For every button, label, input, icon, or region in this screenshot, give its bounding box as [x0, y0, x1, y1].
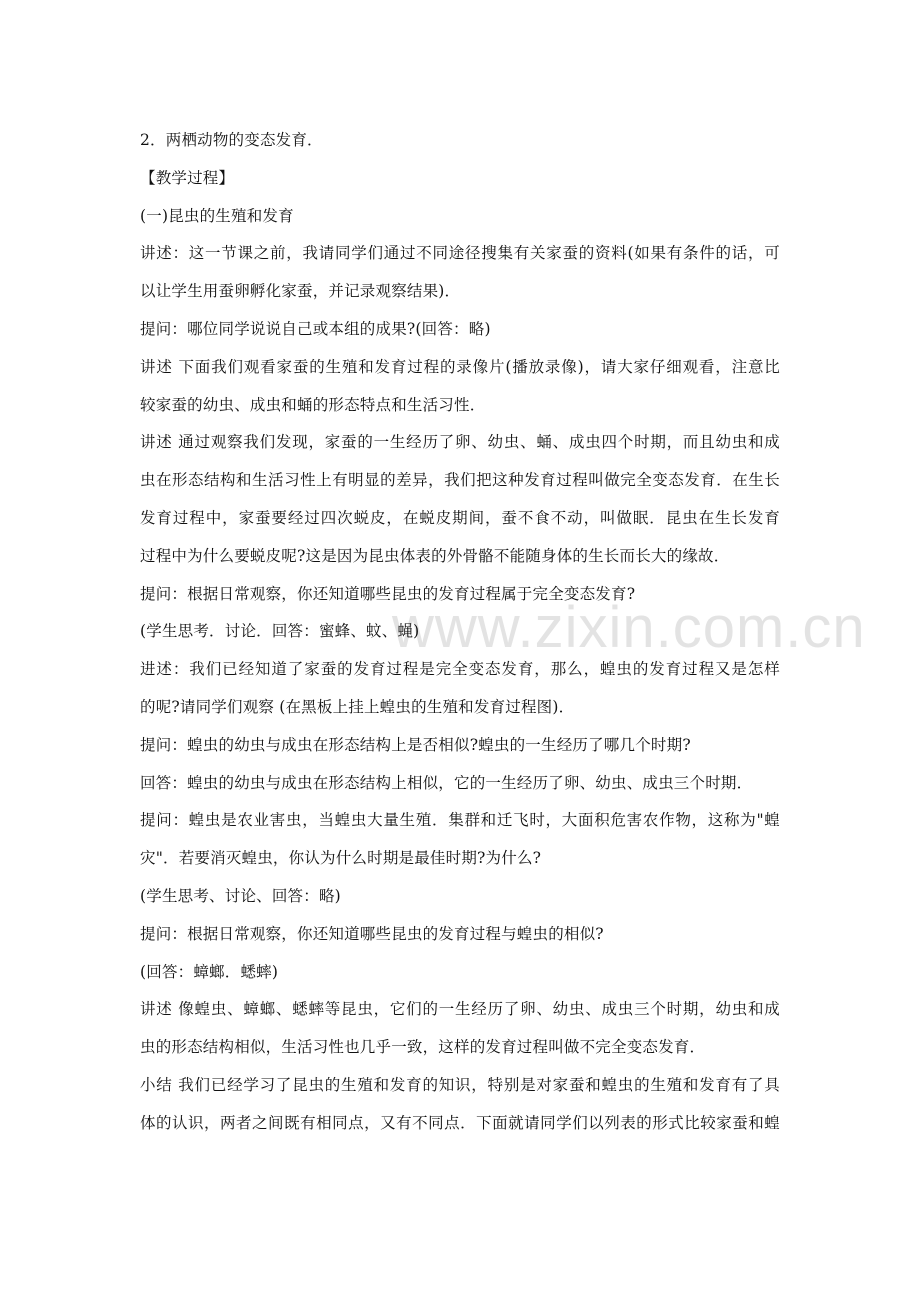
text-line: 过程中为什么要蜕皮呢?这是因为昆虫体表的外骨骼不能随身体的生长而长大的缘故． [140, 546, 730, 565]
text-line: 提问：根据日常观察，你还知道哪些昆虫的发育过程属于完全变态发育? [140, 584, 636, 603]
text-line: 【教学过程】 [140, 168, 235, 187]
text-line: 讲述 下面我们观看家蚕的生殖和发育过程的录像片(播放录像)，请大家仔细观看，注意比 [140, 357, 780, 376]
text-line: 回答：蝗虫的幼虫与成虫在形态结构上相似，它的一生经历了卵、幼虫、成虫三个时期． [140, 773, 753, 792]
text-line: 讲述：这一节课之前，我请同学们通过不同途径搜集有关家蚕的资料(如果有条件的话，可 [140, 244, 780, 263]
text-line: (一)昆虫的生殖和发育 [140, 206, 294, 225]
text-line: 讲述 通过观察我们发现，家蚕的一生经历了卵、幼虫、蛹、成虫四个时期，而且幼虫和成 [140, 433, 780, 452]
text-line: 提问：蝗虫的幼虫与成虫在形态结构上是否相似?蝗虫的一生经历了哪几个时期? [140, 735, 691, 754]
text-line: 的呢?请同学们观察 (在黑板上挂上蝗虫的生殖和发育过程图)． [140, 697, 575, 716]
text-line: 以让学生用蚕卵孵化家蚕，并记录观察结果)． [140, 282, 461, 301]
text-line: 提问：哪位同学说说自己或本组的成果?(回答：略) [140, 319, 491, 338]
text-line: (学生思考、讨论、回答：略) [140, 886, 341, 905]
text-line: (回答：蟑螂．蟋蟀) [140, 962, 279, 981]
watermark: www.zixin.com.cn [392, 595, 866, 660]
text-line: 体的认识，两者之间既有相同点，又有不同点．下面就请同学们以列表的形式比较家蚕和蝗 [140, 1113, 780, 1132]
text-line: 发育过程中，家蚕要经过四次蜕皮，在蜕皮期间，蚕不食不动，叫做眠．昆虫在生长发育 [140, 508, 780, 527]
text-line: 进述：我们已经知道了家蚕的发育过程是完全变态发育，那么，蝗虫的发育过程又是怎样 [140, 660, 780, 679]
text-line: 较家蚕的幼虫、成虫和蛹的形态特点和生活习性． [140, 395, 486, 414]
document-body [140, 122, 780, 1143]
text-line: 提问：蝗虫是农业害虫，当蝗虫大量生殖．集群和迁飞时，大面积危害农作物，这称为"蝗 [140, 811, 780, 830]
text-line: 小结 我们已经学习了昆虫的生殖和发育的知识，特别是对家蚕和蝗虫的生殖和发育有了具 [140, 1075, 780, 1094]
text-line: 2．两栖动物的变态发育． [140, 131, 323, 149]
text-line: 讲述 像蝗虫、蟑螂、蟋蟀等昆虫，它们的一生经历了卵、幼虫、成虫三个时期，幼虫和成 [140, 1000, 780, 1019]
text-line: 灾"．若要消灭蝗虫，你认为什么时期是最佳时期?为什么? [140, 849, 542, 868]
text-line: (学生思考．讨论．回答：蜜蜂、蚊、蝇) [140, 622, 420, 641]
text-line: 虫在形态结构和生活习性上有明显的差异，我们把这种发育过程叫做完全变态发育．在生长 [140, 471, 780, 490]
text-line: 提问：根据日常观察，你还知道哪些昆虫的发育过程与蝗虫的相似? [140, 924, 604, 943]
text-line: 虫的形态结构相似，生活习性也几乎一致，这样的发育过程叫做不完全变态发育． [140, 1038, 706, 1057]
